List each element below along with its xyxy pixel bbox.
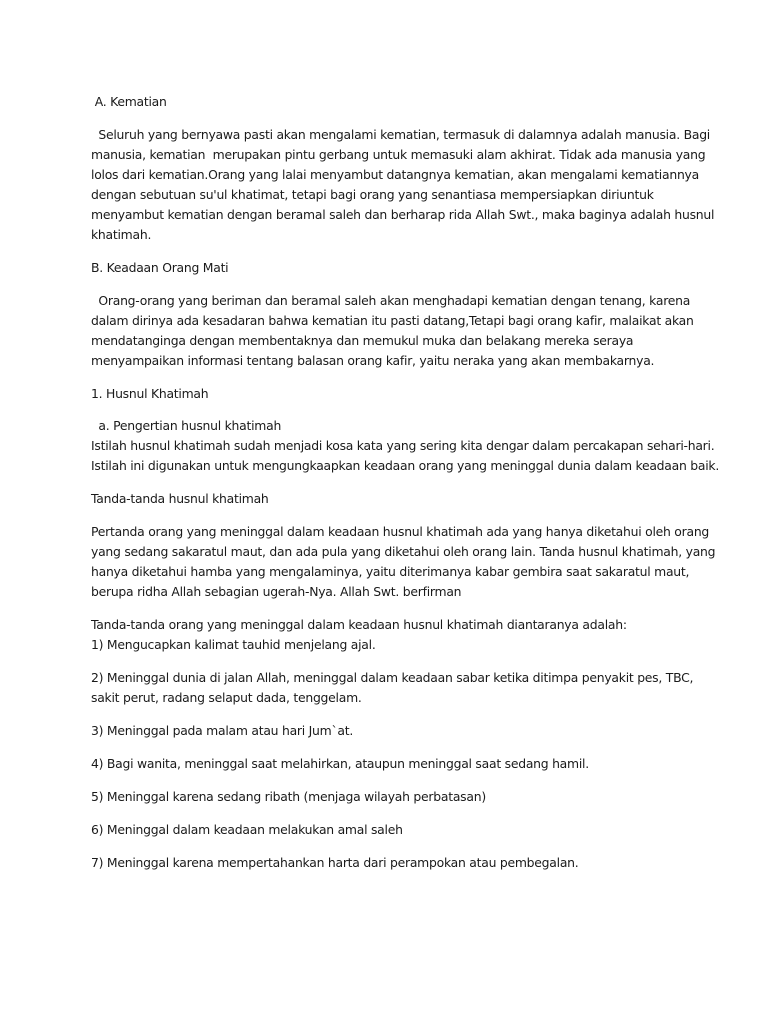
paragraph-line: berupa ridha Allah sebagian ugerah-Nya. Allah Swt. berfirman [91,584,462,599]
paragraph-line: lolos dari kematian.Orang yang lalai menyambut datangnya kematian, akan mengalami kematiannya [91,167,699,182]
list-item: 7) Meninggal karena mempertahankan harta dari perampokan atau pembegalan. [91,855,579,870]
list-item-continuation: sakit perut, radang selaput dada, tenggelam. [91,690,362,705]
paragraph-line: khatimah. [91,227,152,242]
paragraph-line: yang sedang sakaratul maut, dan ada pula yang diketahui oleh orang lain. Tanda husnul khatimah, yang [91,544,716,559]
paragraph-line: manusia, kematian merupakan pintu gerbang untuk memasuki alam akhirat. Tidak ada manusia yang [91,147,706,162]
heading-kematian: A. Kematian [91,94,167,109]
paragraph-line: Orang-orang yang beriman dan beramal saleh akan menghadapi kematian dengan tenang, karena [91,293,691,308]
paragraph-line: dengan sebutuan su'ul khatimat, tetapi bagi orang yang senantiasa mempersiapkan diriuntuk [91,187,654,202]
list-item: 2) Meninggal dunia di jalan Allah, meninggal dalam keadaan sabar ketika ditimpa penyakit pes, TBC, [91,670,694,685]
paragraph-line: menyampaikan informasi tentang balasan orang kafir, yaitu neraka yang akan membakarnya. [91,353,655,368]
paragraph-line: Pertanda orang yang meninggal dalam keadaan husnul khatimah ada yang hanya diketahui oleh orang [91,524,710,539]
paragraph-line: menyambut kematian dengan beramal saleh dan berharap rida Allah Swt., maka baginya adalah husnul [91,207,715,222]
list-intro: Tanda-tanda orang yang meninggal dalam keadaan husnul khatimah diantaranya adalah: [91,617,627,632]
list-item: 1) Mengucapkan kalimat tauhid menjelang ajal. [91,637,376,652]
list-item: 4) Bagi wanita, meninggal saat melahirkan, ataupun meninggal saat sedang hamil. [91,756,589,771]
list-item: 3) Meninggal pada malam atau hari Jum`at. [91,723,354,738]
paragraph-line: mendatanginga dengan membentaknya dan memukul muka dan belakang mereka seraya [91,333,634,348]
paragraph-line: Istilah ini digunakan untuk mengungkaapkan keadaan orang yang meninggal dunia dalam keadaan baik. [91,458,720,473]
list-item: 6) Meninggal dalam keadaan melakukan amal saleh [91,822,403,837]
paragraph-line: Seluruh yang bernyawa pasti akan mengalami kematian, termasuk di dalamnya adalah manusia. Bagi [91,127,710,142]
list-item: 5) Meninggal karena sedang ribath (menjaga wilayah perbatasan) [91,789,486,804]
heading-keadaan-orang-mati: B. Keadaan Orang Mati [91,260,229,275]
subheading-pengertian: a. Pengertian husnul khatimah [91,418,282,433]
heading-tanda-tanda: Tanda-tanda husnul khatimah [91,491,269,506]
paragraph-line: hanya diketahui hamba yang mengalaminya, yaitu diterimanya kabar gembira saat sakaratul maut, [91,564,690,579]
heading-husnul-khatimah: 1. Husnul Khatimah [91,386,209,401]
paragraph-line: Istilah husnul khatimah sudah menjadi kosa kata yang sering kita dengar dalam percakapan sehari-hari. [91,438,715,453]
paragraph-line: dalam dirinya ada kesadaran bahwa kematian itu pasti datang,Tetapi bagi orang kafir, malaikat akan [91,313,694,328]
